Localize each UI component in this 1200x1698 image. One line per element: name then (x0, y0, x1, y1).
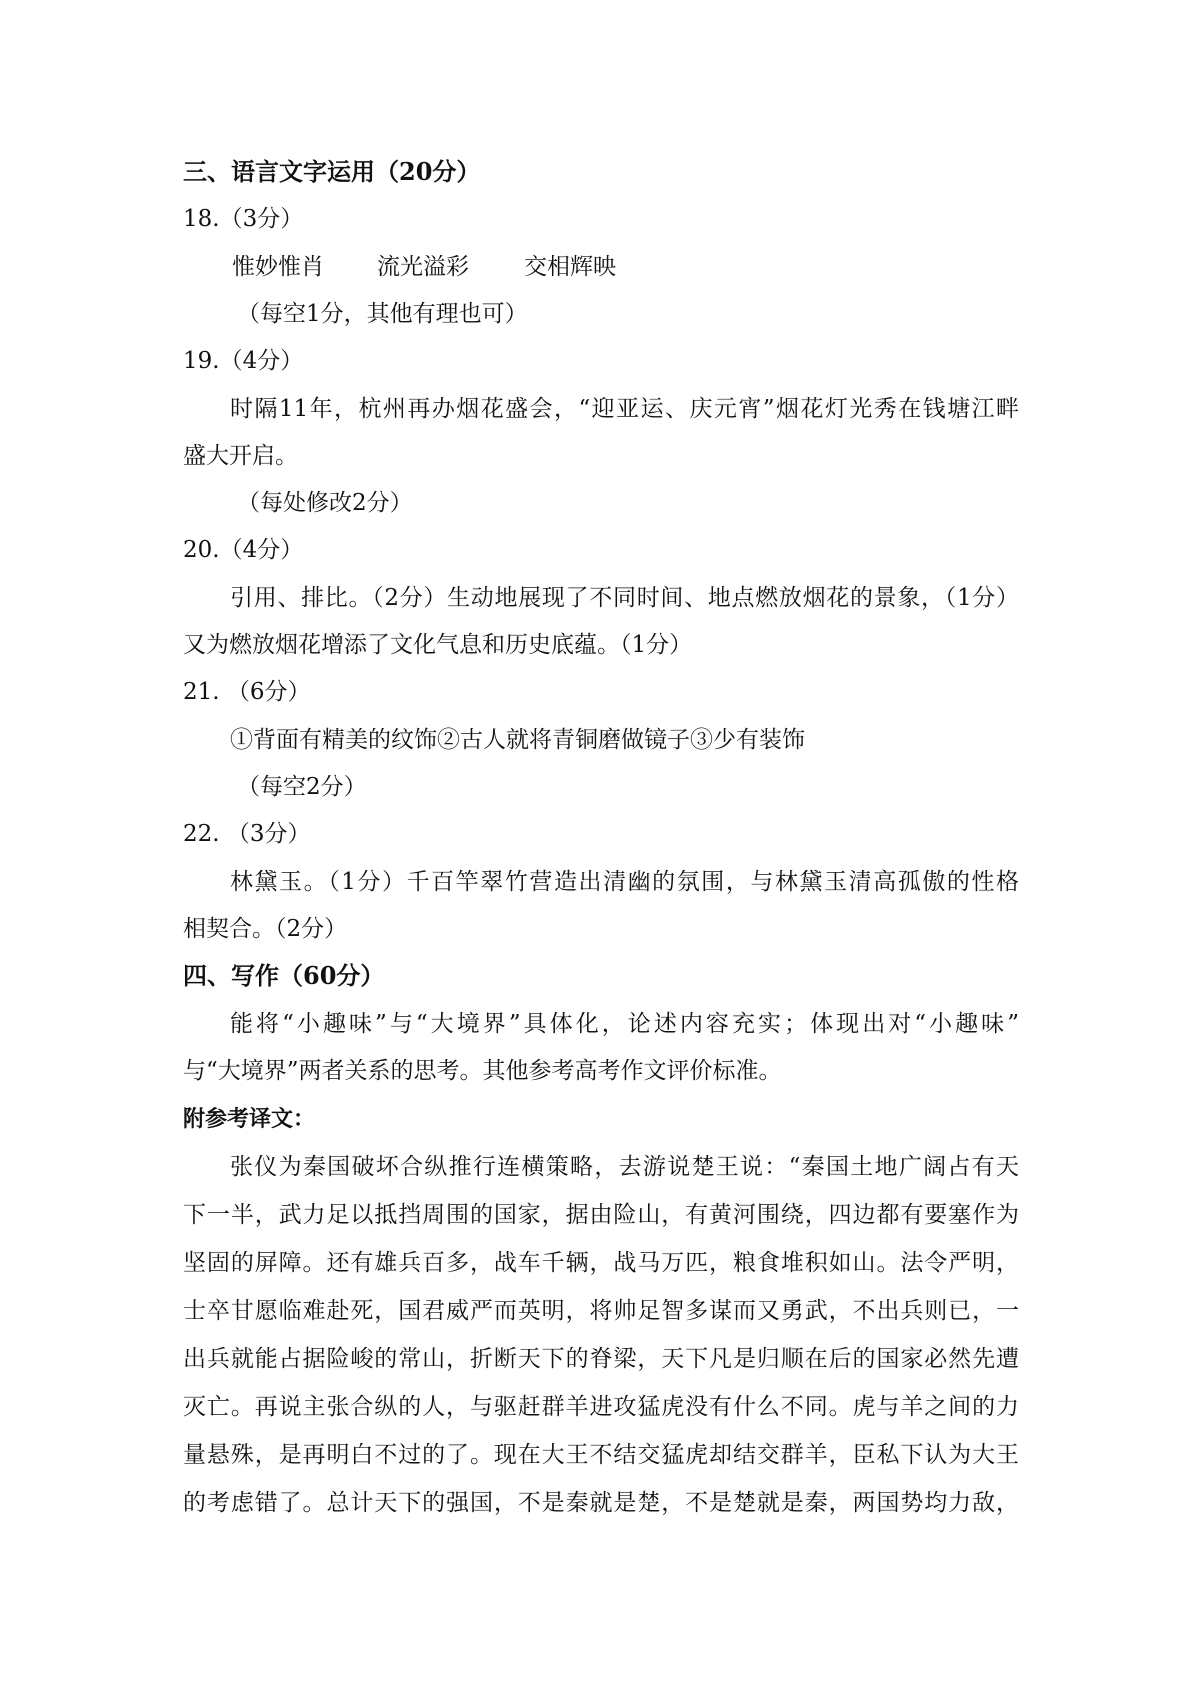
q20-number: 20.（4分） (183, 537, 304, 563)
q22-answer-line-2: 相契合。（2分） (183, 916, 348, 942)
q18-answer-3: 交相辉映 (524, 254, 616, 280)
q20-answer-line-2: 又为燃放烟花增添了文化气息和历史底蕴。（1分） (183, 632, 693, 658)
translation-line: 士卒甘愿临难赴死，国君威严而英明，将帅足智多谋而又勇武，不出兵则已，一 (183, 1298, 1019, 1324)
translation-line: 张仪为秦国破坏合纵推行连横策略，去游说楚王说：“秦国土地广阔占有天 (230, 1154, 1019, 1180)
q19-answer-line-2: 盛大开启。 (183, 443, 298, 469)
q19-answer-line-1: 时隔11年，杭州再办烟花盛会，“迎亚运、庆元宵”烟花灯光秀在钱塘江畔 (230, 396, 1019, 422)
q21-note: （每空2分） (237, 774, 367, 800)
q21-answer: ①背面有精美的纹饰②古人就将青铜磨做镜子③少有装饰 (230, 727, 805, 753)
section-3-title: 三、语言文字运用（20分） (183, 157, 481, 186)
q18-answer-2: 流光溢彩 (377, 254, 469, 280)
writing-criteria-line-1: 能将“小趣味”与“大境界”具体化，论述内容充实；体现出对“小趣味” (230, 1011, 1019, 1037)
q18-number: 18.（3分） (183, 206, 304, 232)
translation-line: 量悬殊，是再明白不过的了。现在大王不结交猛虎却结交群羊，臣私下认为大王 (183, 1442, 1019, 1468)
section-4-title: 四、写作（60分） (183, 961, 385, 990)
q22-number: 22. （3分） (183, 821, 311, 847)
translation-line: 的考虑错了。总计天下的强国，不是秦就是楚，不是楚就是秦，两国势均力敌， (183, 1490, 1019, 1516)
translation-line: 出兵就能占据险峻的常山，折断天下的脊梁，天下凡是归顺在后的国家必然先遭 (183, 1346, 1019, 1372)
translation-line: 下一半，武力足以抵挡周围的国家，据由险山，有黄河围绕，四边都有要塞作为 (183, 1202, 1019, 1228)
translation-line: 灭亡。再说主张合纵的人，与驱赶群羊进攻猛虎没有什么不同。虎与羊之间的力 (183, 1394, 1019, 1420)
translation-line: 坚固的屏障。还有雄兵百多，战车千辆，战马万匹，粮食堆积如山。法令严明， (183, 1250, 1019, 1276)
q18-note: （每空1分，其他有理也可） (237, 301, 528, 327)
q19-note: （每处修改2分） (237, 490, 413, 516)
q20-answer-line-1: 引用、排比。（2分）生动地展现了不同时间、地点燃放烟花的景象，（1分） (230, 585, 1019, 611)
q22-answer-line-1: 林黛玉。（1分）千百竿翠竹营造出清幽的氛围，与林黛玉清高孤傲的性格 (230, 869, 1019, 895)
q21-number: 21. （6分） (183, 679, 311, 705)
q19-number: 19.（4分） (183, 348, 304, 374)
writing-criteria-line-2: 与“大境界”两者关系的思考。其他参考高考作文评价标准。 (183, 1058, 782, 1084)
q18-answer-1: 惟妙惟肖 (232, 254, 324, 280)
appendix-title: 附参考译文： (183, 1106, 316, 1132)
